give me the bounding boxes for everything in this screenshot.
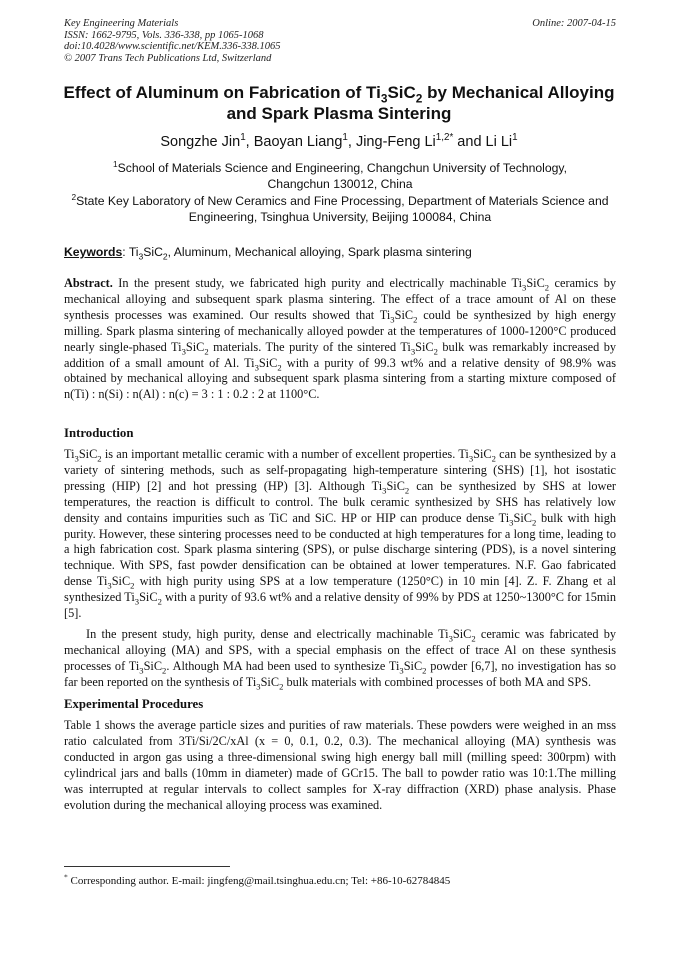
experimental-paragraph: Table 1 shows the average particle sizes and purities of raw materials. These powders were weighed in an mss ratio calculated from 3Ti/Si/2C/xAl (x = 0, 0.1, 0.2, 0.3). The mechanical alloying (MA) synthesis was conducted in argon gas using a three-dimensional swing high energy ball mill (milling speed: 300rpm) with cylindrical jars and balls (10mm in diameter) made of GCr15. The ball to powder ratio was 10:1.The milling was interrupted at regular intervals to collect samples for X-ray diffraction (XRD) phase analysis. Phase evolution during the mechanical alloying process was examined.: [64, 718, 616, 812]
abstract-text: could be synthesized by high energy milling. Spark plasma sintering of mechanically alloyed powder at the temperatures of 1000-1200°C produced nearly single-phased Ti: [64, 307, 616, 354]
formula-sub: 2: [277, 361, 282, 372]
formula-sub: 2: [97, 453, 102, 464]
formula-sub: 2: [413, 314, 418, 325]
formula-sub: 2: [471, 633, 476, 644]
affiliation-text: Changchun 130012, China: [267, 177, 413, 191]
keywords-label: Keywords: [64, 245, 123, 259]
formula-sub: 3: [399, 665, 404, 676]
body-text: SiC: [386, 478, 405, 493]
abstract-text: In the present study, we fabricated high purity and electrically machinable Ti: [112, 276, 523, 290]
keyword-text: , Aluminum, Mechanical alloying, Spark plasma sintering: [167, 245, 472, 259]
body-text: In the present study, high purity, dense and electrically machinable Ti: [86, 627, 449, 641]
body-text: ceramic was fabricated by mechanical alloying (MA) and SPS, with a special emphasis on the effect of trace Al on these synthesis processes of Ti: [64, 627, 616, 673]
intro-paragraph-2: [64, 627, 616, 691]
formula-sub: 2: [544, 282, 550, 293]
body-text: can be synthesized by a variety of sintering methods, such as self-propagating high-temperature sintering (SHS) [1], hot isostatic pressing (HIP) [2] and hot pressing (HP) [3]. Although Ti: [64, 447, 616, 493]
title-line2: and Spark Plasma Sintering: [226, 104, 452, 123]
keyword-text: Ti: [128, 245, 139, 259]
body-text: SiC: [403, 658, 423, 673]
formula-sub: 3: [107, 580, 112, 591]
section-heading-experimental: Experimental Procedures: [64, 697, 204, 711]
abstract-text: materials. The purity of the sintered Ti: [208, 339, 411, 354]
formula-sub: 3: [522, 282, 527, 293]
formula-sub: 3: [256, 681, 261, 692]
body-text: is an important metallic ceramic with a number of excellent properties. Ti: [101, 447, 469, 461]
copyright-line: © 2007 Trans Tech Publications Ltd, Switzerland: [64, 52, 272, 64]
issn-line: ISSN: 1662-9795, Vols. 336-338, pp 1065-1068: [64, 29, 264, 41]
author-affil-mark: 1: [240, 132, 246, 144]
body-text: Ti: [64, 447, 75, 461]
formula-sub: 3: [134, 596, 140, 607]
abstract-text: SiC: [394, 307, 414, 322]
formula-sub: 2: [204, 346, 209, 357]
affiliation-text: School of Materials Science and Engineering, Changchun University of Technology,: [117, 161, 567, 175]
keyword-sub: 3: [138, 251, 144, 262]
title-part: Effect of Aluminum on Fabrication of Ti: [63, 83, 381, 102]
author-list: [40, 133, 638, 151]
body-text: SiC: [473, 447, 492, 461]
formula-sub: 3: [254, 361, 259, 372]
title-sub: 2: [415, 91, 423, 106]
formula-sub: 2: [491, 453, 496, 464]
author-name: and Li Li: [453, 134, 513, 150]
body-text: with a purity of 93.6 wt% and a relative density of 99% by PDS at 1250~1300°C for 15min [5].: [64, 590, 616, 621]
paper-title: [40, 82, 638, 124]
body-text: SiC: [78, 447, 98, 461]
keywords-line: [64, 244, 616, 260]
formula-sub: 2: [433, 346, 438, 357]
body-text: with high purity using SPS at a low temperature (1250°C) in 10 min [4]. Z. F. Zhang et al synthesized Ti: [64, 574, 616, 605]
intro-paragraph-1: [64, 447, 616, 622]
title-part: SiC: [387, 83, 416, 102]
formula-sub: 3: [468, 453, 474, 464]
journal-name: Key Engineering Materials: [64, 18, 179, 29]
formula-sub: 2: [422, 665, 427, 676]
formula-sub: 3: [410, 346, 416, 357]
formula-sub: 3: [382, 485, 387, 496]
abstract-paragraph: [64, 276, 616, 403]
footnote-text: Corresponding author. E-mail: jingfeng@mail.tsinghua.edu.cn; Tel: +86-10-62784845: [67, 875, 451, 887]
formula-sub: 3: [74, 453, 79, 464]
abstract-text: ceramics by mechanical alloying and subsequent spark plasma sintering. The effect of a trace amount of Al on these synthesis processes was examined. Our results showed that Ti: [64, 276, 617, 322]
keyword-sub: 2: [162, 251, 168, 262]
title-part: by Mechanical Alloying: [422, 83, 615, 102]
abstract-text: bulk was remarkably increased by addition of a small amount of Al. Ti: [64, 339, 616, 370]
body-text: can be synthesized by SHS at lower temperatures, the reaction is difficult to control. The bulk ceramic synthesized by SHS has relatively low density and contains impurities such as TiC and SiC. HP or HIP can produce dense Ti: [64, 478, 616, 525]
body-text: SiC: [260, 674, 280, 689]
author-affil-mark: 1: [512, 132, 518, 144]
formula-sub: 3: [139, 665, 144, 676]
formula-sub: 2: [157, 596, 162, 607]
formula-sub: 2: [531, 517, 537, 528]
body-text: bulk with high purity. However, these sintering processes need to be conducted at high temperatures for a long time, leading to a high fabrication cost. Spark plasma sintering (SPS), or pulse discharge sintering (PDS), is a novel sintering technique. With SPS, fast powder densification can be obtained at lower temperatures. N.F. Gao fabricated dense Ti: [64, 510, 616, 589]
body-text: SiC: [111, 574, 131, 589]
online-date: Online: 2007-04-15: [532, 18, 616, 29]
author-name: Songzhe Jin: [160, 134, 241, 150]
body-text: SiC: [513, 510, 532, 525]
footnote-divider: [64, 866, 230, 867]
formula-sub: 3: [509, 517, 514, 528]
title-sub: 3: [380, 91, 388, 106]
abstract-text: SiC: [526, 276, 545, 290]
abstract-text: SiC: [258, 355, 278, 370]
author-name: , Jing-Feng Li: [347, 134, 436, 150]
doi-line: doi:10.4028/www.scientific.net/KEM.336-338.1065: [64, 41, 281, 53]
keyword-text: SiC: [143, 245, 163, 259]
keywords-colon: :: [122, 245, 129, 259]
body-text: . Although MA had been used to synthesize Ti: [166, 658, 400, 673]
body-text: bulk materials with combined processes of both MA and SPS.: [283, 674, 592, 689]
author-affil-mark: 1,2*: [435, 132, 454, 144]
formula-sub: 2: [162, 665, 167, 676]
formula-sub: 3: [448, 633, 453, 644]
formula-sub: 2: [130, 580, 135, 591]
footnote: [64, 872, 616, 888]
journal-header: [64, 18, 616, 64]
abstract-label: Abstract.: [64, 276, 113, 290]
affiliation-1: [64, 160, 616, 192]
author-name: , Baoyan Liang: [245, 134, 343, 150]
formula-sub: 3: [390, 314, 395, 325]
formula-sub: 3: [181, 346, 186, 357]
abstract-text: with a purity of 99.3 wt% and a relative density of 98.9% was obtained by mechanical alloying and subsequent spark plasma sintering from a starting mixture composed of n(Ti) : n(Si) : n(Al) : n(c) = 3 : 1 : 0.2 : 2 at 1100°C.: [64, 355, 616, 402]
affiliation-mark: 2: [71, 191, 77, 202]
body-text: SiC: [143, 658, 163, 673]
affiliation-text: Engineering, Tsinghua University, Beijing 100084, China: [188, 210, 492, 224]
affiliation-text: State Key Laboratory of New Ceramics and Fine Processing, Department of Materials Science and: [76, 194, 609, 208]
formula-sub: 2: [279, 681, 284, 692]
affiliation-2: [64, 193, 616, 225]
footnote-mark: *: [64, 872, 68, 882]
body-text: SiC: [139, 590, 158, 605]
abstract-text: SiC: [185, 339, 205, 354]
section-heading-introduction: Introduction: [64, 426, 134, 440]
body-text: powder [6,7], no investigation has so far been reported on the synthesis of Ti: [64, 658, 616, 689]
formula-sub: 2: [404, 485, 410, 496]
affiliation-mark: 1: [112, 158, 118, 169]
body-text: SiC: [452, 627, 472, 641]
abstract-text: SiC: [415, 339, 434, 354]
author-affil-mark: 1: [342, 132, 348, 144]
